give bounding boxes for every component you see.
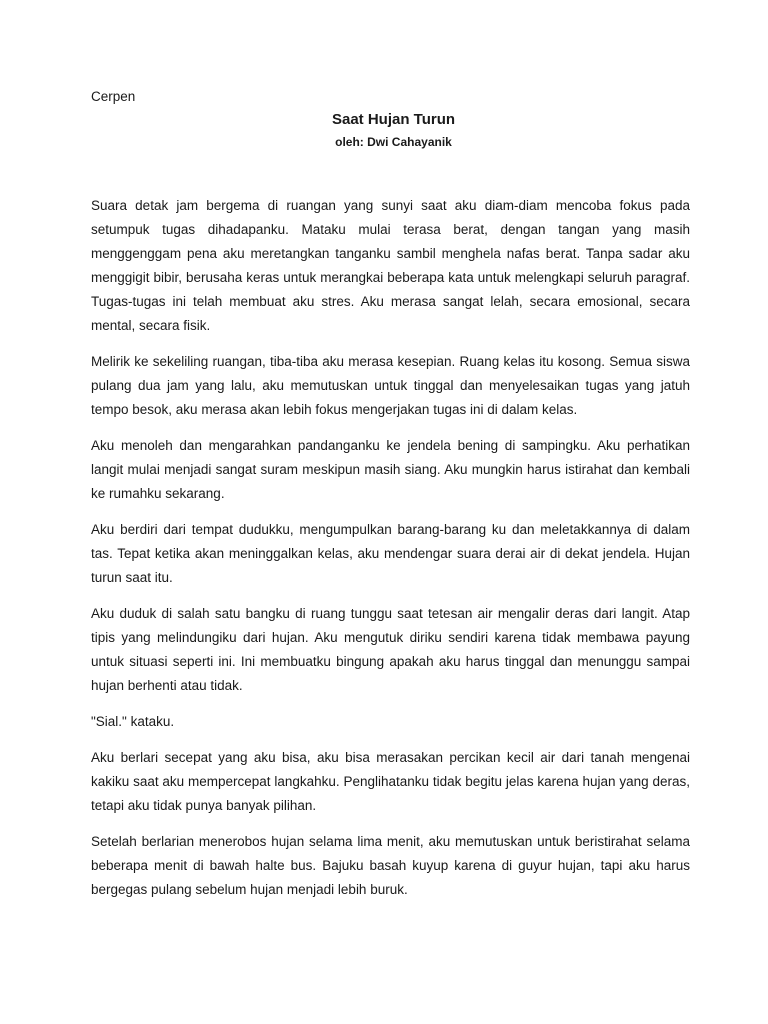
paragraph-8: Setelah berlarian menerobos hujan selama lima menit, aku memutuskan untuk beristirahat selama beberapa menit di bawah halte bus. Bajuku basah kuyup karena di guyur hujan, tapi aku harus bergegas pulang sebelum hujan menjadi lebih buruk. <box>91 834 690 897</box>
paragraph-5: Aku duduk di salah satu bangku di ruang tunggu saat tetesan air mengalir deras dari langit. Atap tipis yang melindungiku dari hujan. Aku mengutuk diriku sendiri karena tidak membawa payung untuk situasi seperti ini. Ini membuatku bingung apakah aku harus tinggal dan menunggu sampai hujan berhenti atau tidak. <box>91 606 690 693</box>
story-author: oleh: Dwi Cahayanik <box>335 135 452 149</box>
paragraph-2: Melirik ke sekeliling ruangan, tiba-tiba aku merasa kesepian. Ruang kelas itu kosong. Semua siswa pulang dua jam yang lalu, aku memutuskan untuk tinggal dan menyelesaikan tugas yang jatuh tempo besok, aku merasa akan lebih fokus mengerjakan tugas ini di dalam kelas. <box>91 354 690 417</box>
paragraph-6: "Sial." kataku. <box>91 714 175 729</box>
paragraph-1: Suara detak jam bergema di ruangan yang sunyi saat aku diam-diam mencoba fokus pada setumpuk tugas dihadapanku. Mataku mulai terasa berat, dengan tangan yang masih menggenggam pena aku meretangkan tanganku sambil menghela nafas berat. Tanpa sadar aku menggigit bibir, berusaha keras untuk merangkai beberapa kata untuk melengkapi seluruh paragraf. Tugas-tugas ini telah membuat aku stres. Aku merasa sangat lelah, secara emosional, secara mental, secara fisik. <box>91 198 690 333</box>
story-body <box>91 194 690 902</box>
paragraph-4: Aku berdiri dari tempat dudukku, mengumpulkan barang-barang ku dan meletakkannya di dalam tas. Tepat ketika akan meninggalkan kelas, aku mendengar suara derai air di dekat jendela. Hujan turun saat itu. <box>91 522 690 585</box>
genre-label: Cerpen <box>91 89 136 104</box>
story-title: Saat Hujan Turun <box>331 111 456 128</box>
paragraph-7: Aku berlari secepat yang aku bisa, aku bisa merasakan percikan kecil air dari tanah mengenai kakiku saat aku mempercepat langkahku. Penglihatanku tidak begitu jelas karena hujan yang deras, tetapi aku tidak punya banyak pilihan. <box>91 750 690 813</box>
paragraph-3: Aku menoleh dan mengarahkan pandanganku ke jendela bening di sampingku. Aku perhatikan langit mulai menjadi sangat suram meskipun masih siang. Aku mungkin harus istirahat dan kembali ke rumahku sekarang. <box>91 438 690 501</box>
